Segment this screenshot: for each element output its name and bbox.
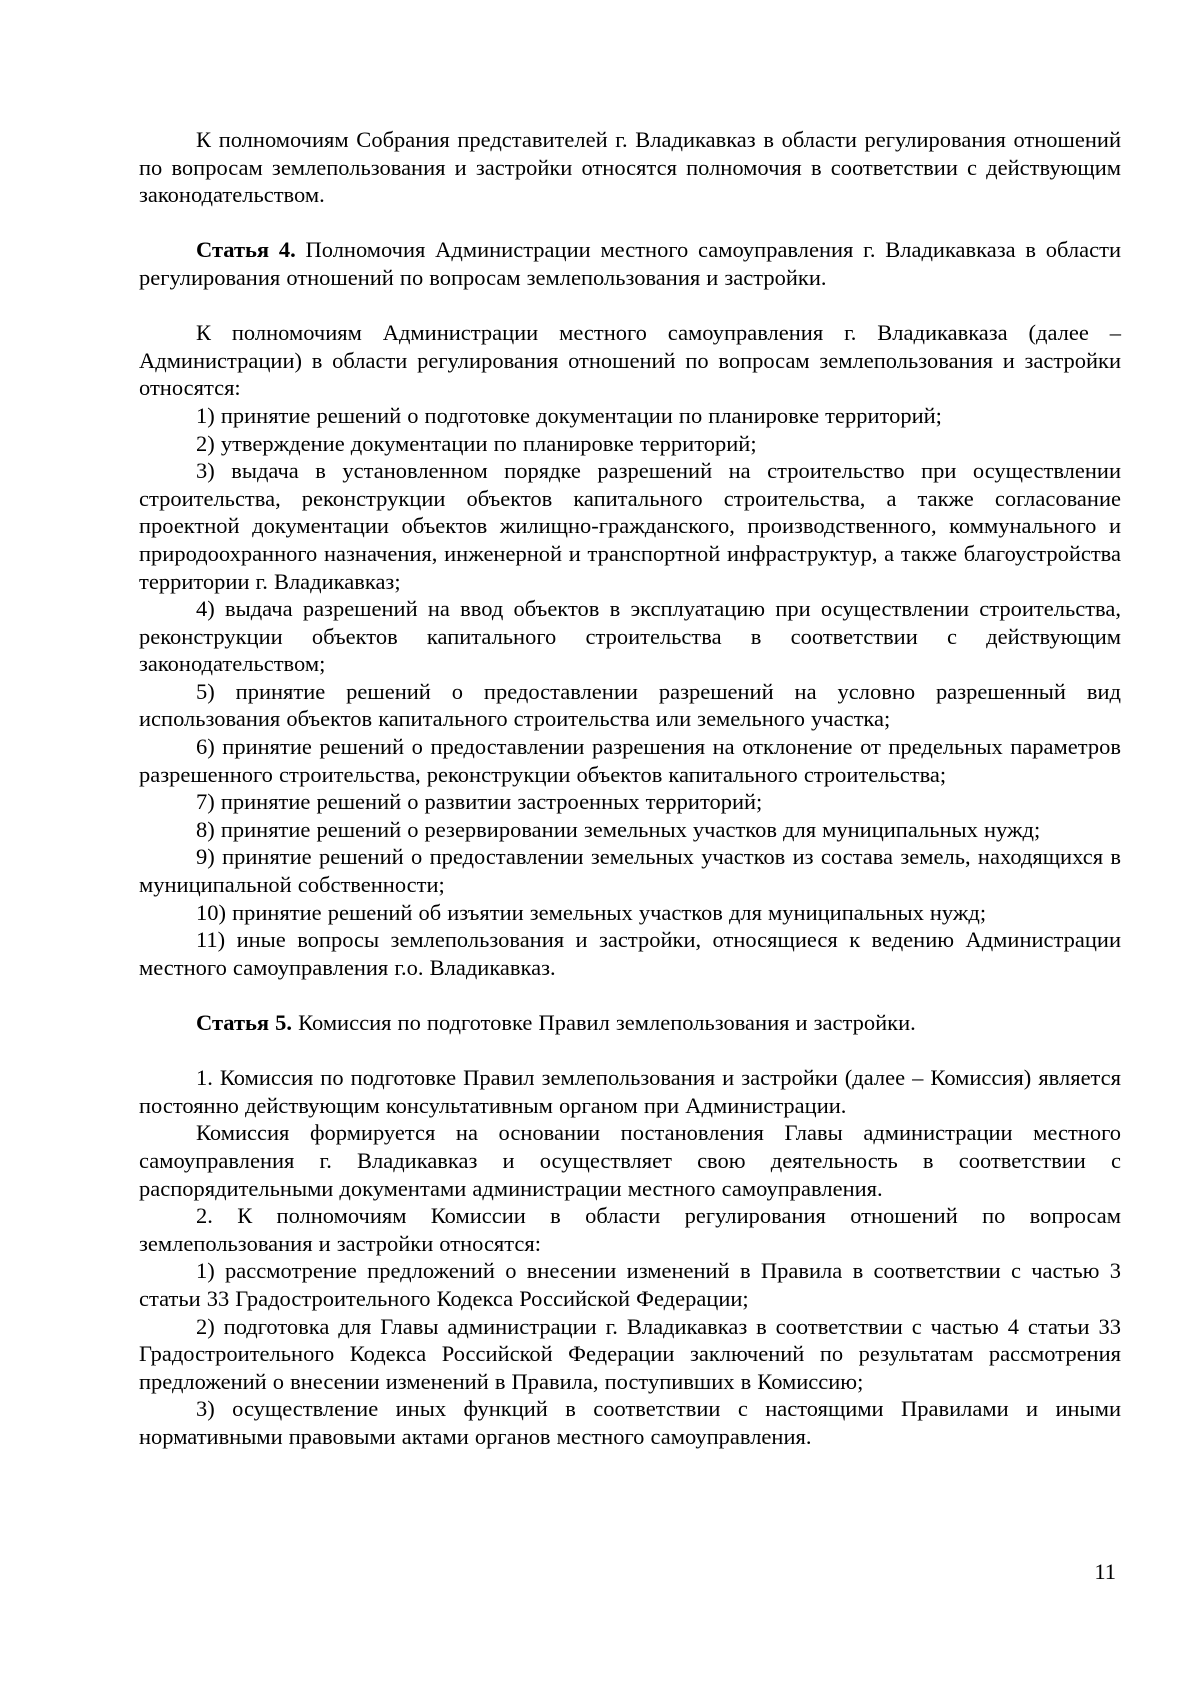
paragraph: 8) принятие решений о резервировании земельных участков для муниципальных нужд; — [196, 816, 1041, 842]
paragraph: 2) утверждение документации по планировке территорий; — [196, 430, 757, 456]
paragraph: К полномочиям Собрания представителей г. Владикавказ в области регулирования отношений по вопросам землепользования и застройки относятся полномочия в соответствии с действующим законодательством. — [139, 127, 1121, 208]
article-heading: Статья 4. Полномочия Администрации местного самоуправления г. Владикавказа в области регулирования отношений по вопросам землепользования и застройки. — [139, 237, 1121, 290]
paragraph: 7) принятие решений о развитии застроенных территорий; — [196, 789, 763, 815]
paragraph: 4) выдача разрешений на ввод объектов в эксплуатацию при осуществлении строительства, реконструкции объектов капитального строительства в соответствии с действующим законодательством; — [139, 596, 1121, 677]
paragraph: 11) иные вопросы землепользования и застройки, относящиеся к ведению Администрации местного самоуправления г.о. Владикавказ. — [139, 927, 1121, 980]
paragraph: 2. К полномочиям Комиссии в области регулирования отношений по вопросам землепользования и застройки относятся: — [139, 1203, 1121, 1256]
article-heading-label: Статья 5. — [196, 1010, 293, 1035]
article-heading: Статья 5. Комиссия по подготовке Правил землепользования и застройки. — [196, 1010, 916, 1035]
article-heading-label: Статья 4. — [196, 237, 296, 263]
paragraph: К полномочиям Администрации местного самоуправления г. Владикавказа (далее – Администрации) в области регулирования отношений по вопросам землепользования и застройки относятся: — [139, 320, 1121, 401]
paragraph: 1) рассмотрение предложений о внесении изменений в Правила в соответствии с частью 3 статьи 33 Градостроительного Кодекса Российской Федерации; — [139, 1258, 1121, 1311]
paragraph: 3) осуществление иных функций в соответствии с настоящими Правилами и иными нормативными правовыми актами органов местного самоуправления. — [139, 1396, 1121, 1449]
paragraph: 1) принятие решений о подготовке документации по планировке территорий; — [196, 402, 942, 428]
paragraph: 1. Комиссия по подготовке Правил землепользования и застройки (далее – Комиссия) является постоянно действующим консультативным органом при Администрации. — [139, 1065, 1121, 1118]
paragraph: 3) выдача в установленном порядке разрешений на строительство при осуществлении строительства, реконструкции объектов капитального строительства, а также согласование проектной документации объектов жилищно-гражданского, производственного, коммунального и природоохранного назначения, инженерной и транспортной инфраструктур, а также благоустройства территории г. Владикавказ; — [139, 458, 1121, 594]
paragraph: 6) принятие решений о предоставлении разрешения на отклонение от предельных параметров разрешенного строительства, реконструкции объектов капитального строительства; — [139, 734, 1121, 787]
page-number: 11 — [1094, 1559, 1116, 1584]
paragraph: 5) принятие решений о предоставлении разрешений на условно разрешенный вид использования объектов капитального строительства или земельного участка; — [139, 678, 1121, 732]
paragraph: 9) принятие решений о предоставлении земельных участков из состава земель, находящихся в муниципальной собственности; — [139, 844, 1121, 898]
paragraph: 2) подготовка для Главы администрации г. Владикавказ в соответствии с частью 4 статьи 33 Градостроительного Кодекса Российской Федерации заключений по результатам рассмотрения предложений о внесении изменений в Правила, поступивших в Комиссию; — [139, 1313, 1121, 1394]
document-body — [139, 126, 1121, 1451]
paragraph: Комиссия формируется на основании постановления Главы администрации местного самоуправления г. Владикавказ и осуществляет свою деятельность в соответствии с распорядительными документами администрации местного самоуправления. — [139, 1120, 1121, 1201]
paragraph: 10) принятие решений об изъятии земельных участков для муниципальных нужд; — [196, 899, 987, 925]
